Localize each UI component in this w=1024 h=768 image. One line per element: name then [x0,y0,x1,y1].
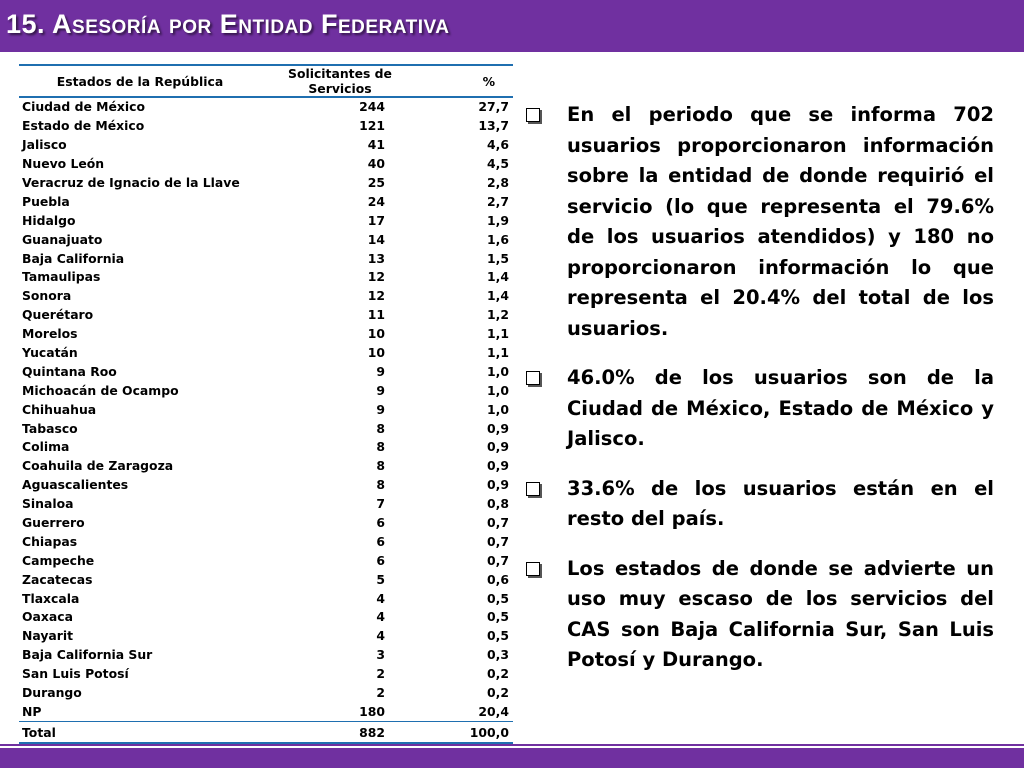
applicants-count-cell: 11 [367,307,385,323]
total-label: Total [19,722,261,744]
table-row [19,627,513,646]
applicants-count-cell: 2 [376,685,385,701]
percent-cell: 1,0 [487,382,509,398]
state-name-cell: Baja California Sur [22,647,153,663]
applicants-count-cell: 6 [376,533,385,549]
applicants-count-cell: 12 [367,269,385,285]
bottom-divider [0,744,1024,746]
state-name-cell: Durango [22,685,82,701]
percent-cell: 0,7 [487,552,509,568]
percent-cell: 0,5 [487,609,509,625]
percent-cell: 1,0 [487,401,509,417]
percent-cell: 0,8 [487,496,509,512]
percent-cell: 0,9 [487,420,509,436]
state-name-cell: NP [19,703,261,722]
note-text: 46.0% de los usuarios son de la Ciudad de México, Estado de México y Jalisco. [567,366,994,450]
table-row [19,136,513,155]
state-name-cell: Tabasco [22,420,78,436]
footer-bar [0,748,1024,768]
percent-cell: 4,6 [487,137,509,153]
applicants-count-cell: 17 [367,212,385,228]
state-name-cell: Campeche [22,552,95,568]
state-name-cell: Nuevo León [22,156,105,172]
table-row [19,457,513,476]
table-row [19,532,513,551]
applicants-count-cell: 180 [261,703,419,722]
state-name-cell: Guerrero [22,515,85,531]
table-row [19,419,513,438]
percent-cell: 2,8 [487,175,509,190]
percent-cell: 1,1 [487,326,509,342]
applicants-count-cell: 244 [359,99,385,115]
percent-cell: 0,5 [487,628,509,644]
applicants-count-cell: 7 [376,496,385,512]
note-text: En el periodo que se informa 702 usuarios proporcionaron información sobre la entidad de donde requirió el servicio (lo que representa el 79.6% de los usuarios atendidos) y 180 no proporcionaron información lo que representa el 20.4% del total de los usuarios. [567,103,994,340]
applicants-count-cell: 13 [367,250,385,266]
percent-cell: 0,7 [487,515,509,531]
applicants-count-cell: 8 [376,420,385,436]
state-name-cell: Baja California [22,250,125,266]
state-name-cell: Querétaro [22,307,94,323]
applicants-count-cell: 9 [376,382,385,398]
percent-cell: 1,1 [487,345,509,361]
applicants-count-cell: 4 [376,628,385,644]
state-name-cell: Tamaulipas [22,269,101,285]
percent-cell: 2,7 [487,193,509,209]
percent-cell: 0,7 [487,533,509,549]
applicants-count-cell: 10 [367,326,385,342]
table-row [19,438,513,457]
total-percent: 100,0 [419,722,513,744]
percent-cell: 1,6 [487,231,509,247]
state-name-cell: Jalisco [22,137,67,153]
table-row [19,665,513,684]
table-row [19,97,513,117]
table-row [19,514,513,533]
state-name-cell: Sinaloa [22,496,74,512]
table-row [19,570,513,589]
table-row [19,230,513,249]
applicants-count-cell: 10 [367,345,385,361]
checkbox-bullet-icon [526,371,540,385]
applicants-count-cell: 12 [367,288,385,304]
applicants-count-cell: 14 [367,231,385,247]
applicants-count-cell: 4 [376,590,385,606]
percent-cell: 1,0 [487,363,509,379]
table-row [19,268,513,287]
checkbox-bullet-icon [526,482,540,496]
table-row [19,646,513,665]
percent-cell: 1,4 [487,288,509,304]
table-row [19,362,513,381]
state-name-cell: Quintana Roo [22,363,117,379]
applicants-count-cell: 121 [359,118,385,134]
percent-cell: 0,2 [487,685,509,701]
table-row [19,495,513,514]
state-name-cell: Tlaxcala [22,590,80,606]
table-row [19,344,513,363]
percent-cell: 1,4 [487,269,509,285]
applicants-count-cell: 8 [376,477,385,493]
percent-cell: 0,9 [487,439,509,455]
applicants-count-cell: 40 [367,156,385,172]
table-row [19,589,513,608]
percent-cell: 27,7 [478,99,509,115]
percent-cell: 1,5 [487,250,509,266]
percent-cell: 0,9 [487,477,509,493]
applicants-count-cell: 8 [376,458,385,474]
state-name-cell: Puebla [22,193,70,209]
state-name-cell: Chihuahua [22,401,97,417]
percent-cell: 0,3 [487,647,509,663]
table-row [19,306,513,325]
notes-list [522,100,994,695]
checkbox-bullet-icon [526,108,540,122]
note-item [522,554,994,676]
applicants-count-cell: 3 [376,647,385,663]
table-row [19,400,513,419]
note-item [522,363,994,455]
applicants-count-cell: 9 [376,401,385,417]
applicants-count-cell: 6 [376,552,385,568]
state-name-cell: Guanajuato [22,231,103,247]
applicants-count-cell: 6 [376,515,385,531]
table-row [19,174,513,193]
state-name-cell: Aguascalientes [22,477,129,493]
state-name-cell: Hidalgo [22,212,76,228]
note-text: 33.6% de los usuarios están en el resto del país. [567,476,994,530]
table-row [19,117,513,136]
total-count: 882 [261,722,419,744]
table-row [19,608,513,627]
applicants-count-cell: 41 [367,137,385,153]
states-table-container [19,64,513,744]
state-name-cell: Chiapas [22,533,78,549]
percent-cell: 1,2 [487,307,509,323]
applicants-count-cell: 5 [376,571,385,587]
applicants-count-cell: 2 [376,666,385,682]
column-header-applicants: Solicitantes de Servicios [261,65,419,97]
applicants-count-cell: 24 [367,193,385,209]
table-row [19,192,513,211]
state-name-cell: Nayarit [22,628,74,644]
state-name-cell: San Luis Potosí [22,666,129,682]
table-row [19,703,513,722]
states-table [19,64,513,744]
state-name-cell: Morelos [22,326,78,342]
percent-cell: 1,9 [487,212,509,228]
state-name-cell: Colima [22,439,70,455]
table-row [19,287,513,306]
percent-cell: 0,5 [487,590,509,606]
percent-cell: 0,6 [487,571,509,587]
table-row [19,476,513,495]
applicants-count-cell: 9 [376,363,385,379]
table-header-row [19,65,513,97]
column-header-percent: % [419,65,513,97]
state-name-cell: Ciudad de México [22,99,145,115]
note-text: Los estados de donde se advierte un uso muy escaso de los servicios del CAS son Baja California Sur, San Luis Potosí y Durango. [567,556,994,671]
table-row [19,684,513,703]
table-row [19,155,513,174]
table-row [19,381,513,400]
state-name-cell: Sonora [22,288,72,304]
table-row [19,325,513,344]
percent-cell: 4,5 [487,156,509,172]
percent-cell: 20,4 [419,703,513,722]
state-name-cell: Michoacán de Ocampo [22,382,179,398]
page-title: 15. Asesoría por Entidad Federativa [6,9,450,39]
state-name-cell: Estado de México [22,118,145,134]
state-name-cell: Yucatán [22,345,78,361]
table-row [19,249,513,268]
applicants-count-cell: 25 [367,175,385,190]
title-bar [0,0,1024,52]
percent-cell: 0,9 [487,458,509,474]
table-row [19,211,513,230]
state-name-cell: Veracruz de Ignacio de la Llave [22,175,240,190]
applicants-count-cell: 4 [376,609,385,625]
state-name-cell: Zacatecas [22,571,93,587]
state-name-cell: Oaxaca [22,609,73,625]
column-header-state: Estados de la República [19,65,261,97]
applicants-count-cell: 8 [376,439,385,455]
percent-cell: 0,2 [487,666,509,682]
table-total-row [19,722,513,744]
note-item [522,474,994,535]
state-name-cell: Coahuila de Zaragoza [22,458,174,474]
table-body [19,97,513,722]
percent-cell: 13,7 [478,118,509,134]
table-row [19,551,513,570]
checkbox-bullet-icon [526,562,540,576]
note-item [522,100,994,344]
